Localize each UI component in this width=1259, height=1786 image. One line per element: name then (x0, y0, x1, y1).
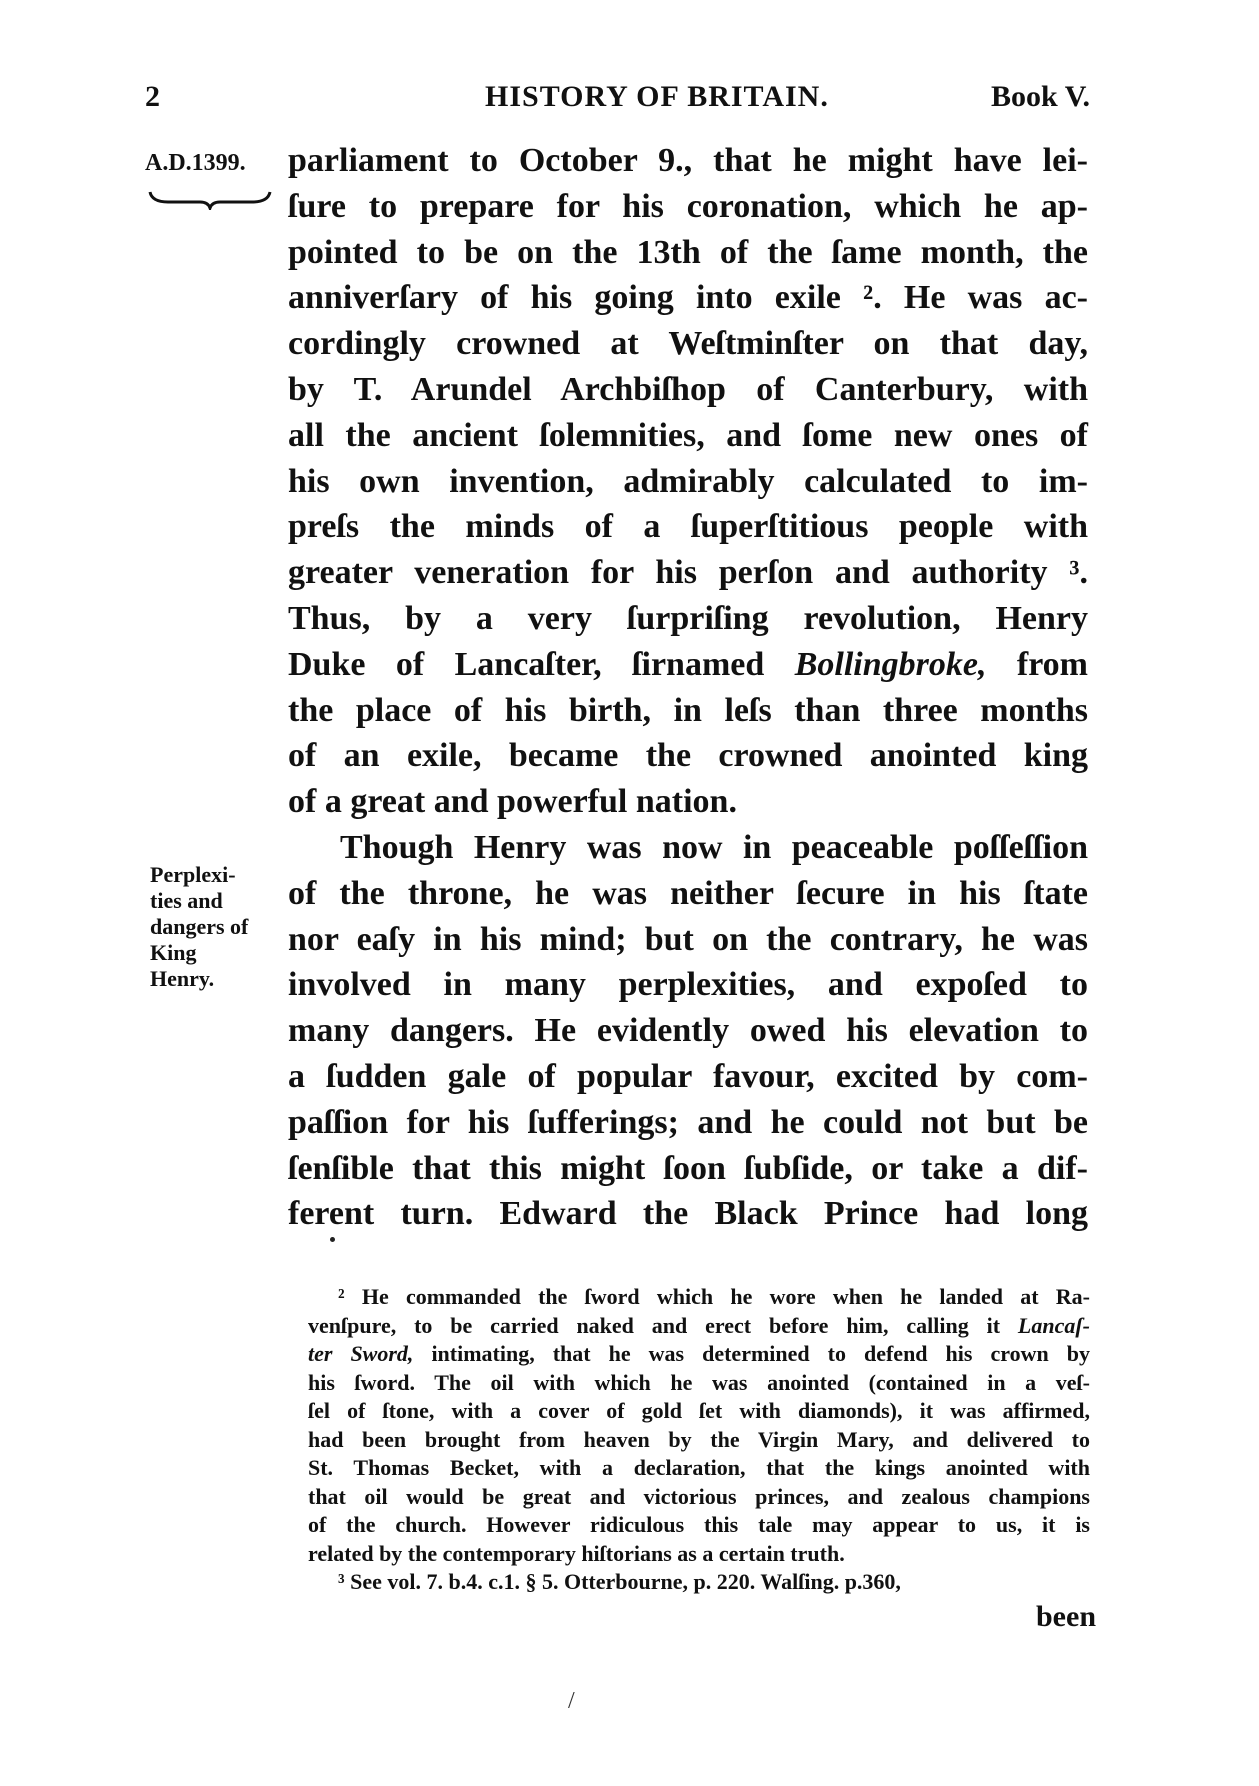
footnote-line: of the church. However ridiculous this tale may appear to us, it is (308, 1512, 1090, 1537)
sidenote-line: King (150, 940, 197, 965)
text-line: anniverſary of his going into exile ². He was ac- (288, 279, 1088, 317)
text-line: involved in many perplexities, and expoſed to (288, 966, 1088, 1004)
running-title: HISTORY OF BRITAIN. (485, 80, 829, 113)
ink-dot (330, 1237, 335, 1242)
text-line: parliament to October 9., that he might have lei- (288, 142, 1088, 179)
page-header (145, 80, 1090, 120)
text-line: ſure to prepare for his coronation, which he ap- (288, 187, 1088, 225)
text-line: nor eaſy in his mind; but on the contrary, he was (288, 920, 1088, 958)
catchword: been (1036, 1600, 1096, 1633)
footnote-line: St. Thomas Becket, with a declaration, that the kings anointed with (308, 1455, 1090, 1480)
marginal-sidenote (150, 862, 285, 992)
footnote-line: ³ See vol. 7. b.4. c.1. § 5. Otterbourne, p. 220. Walſing. p.360, (338, 1569, 901, 1594)
text-segment: Duke of Lancaſter, ſirnamed (288, 645, 765, 683)
sidenote-line: Perplexi- (150, 862, 236, 887)
footnote-line: his ſword. The oil with which he was anointed (contained in a veſ- (308, 1369, 1090, 1395)
footnote-line: that oil would be great and victorious princes, and zealous champions (308, 1483, 1090, 1509)
page-number: 2 (145, 80, 160, 113)
footnote-line (308, 1312, 1090, 1341)
footnote-line (308, 1340, 1090, 1369)
footnote-line: ſel of ſtone, with a cover of gold ſet with diamonds), it was affirmed, (308, 1398, 1090, 1423)
sidenote-line: dangers of (150, 914, 249, 939)
text-line: greater veneration for his perſon and authority ³. (288, 554, 1088, 592)
footnotes (308, 1283, 1090, 1597)
text-line: a ſudden gale of popular favour, excited by com- (288, 1057, 1088, 1095)
italic-name: ter Sword, (308, 1341, 414, 1366)
book-label: Book V. (991, 80, 1090, 113)
text-line: all the ancient ſolemnities, and ſome new ones of (288, 416, 1088, 454)
text-line: the place of his birth, in leſs than three months (288, 691, 1088, 729)
text-line: many dangers. He evidently owed his elevation to (288, 1012, 1088, 1050)
italic-name: Bollingbroke, (794, 645, 987, 683)
text-line: preſs the minds of a ſuperſtitious people with (288, 508, 1088, 546)
text-line: his own invention, admirably calculated to im- (288, 462, 1088, 500)
text-segment: intimating, that he was determined to defend his crown by (431, 1341, 1090, 1366)
footnote-3 (308, 1568, 1090, 1597)
italic-name: Lancaſ- (1017, 1312, 1090, 1338)
text-line: of an exile, became the crowned anointed king (288, 737, 1088, 775)
main-text (288, 138, 1088, 1237)
footnote-line: had been brought from heaven by the Virgin Mary, and delivered to (308, 1426, 1090, 1452)
text-segment: venſpure, to be carried naked and erect before him, calling it (308, 1312, 1001, 1338)
footnote-line: ² He commanded the ſword which he wore when he landed at Ra- (338, 1284, 1090, 1309)
text-line: ferent turn. Edward the Black Prince had long (288, 1195, 1088, 1233)
text-line: Though Henry was now in peaceable poſſeſſion (340, 828, 1088, 866)
text-line: of a great and powerful nation. (288, 783, 737, 821)
margin-date: A.D.1399. (145, 150, 246, 176)
text-segment: from (1016, 645, 1088, 683)
text-line: ſenſible that this might ſoon ſubſide, or take a dif- (288, 1149, 1088, 1187)
text-line: cordingly crowned at Weſtminſter on that day, (288, 325, 1088, 363)
text-line: pointed to be on the 13th of the ſame month, the (288, 233, 1088, 271)
paragraph-coronation (288, 138, 1088, 825)
text-line: paſſion for his ſufferings; and he could not but be (288, 1103, 1088, 1141)
text-line: Thus, by a very ſurpriſing revolution, Henry (288, 599, 1088, 637)
stray-mark: / (568, 1688, 575, 1714)
margin-brace-icon (148, 188, 272, 210)
footnote-2 (308, 1283, 1090, 1568)
paragraph-perplexities (288, 825, 1088, 1237)
text-line: of the throne, he was neither ſecure in his ſtate (288, 874, 1088, 912)
sidenote-line: Henry. (150, 966, 215, 991)
text-line (288, 642, 1088, 688)
text-line: by T. Arundel Archbiſhop of Canterbury, with (288, 370, 1088, 408)
sidenote-line: ties and (150, 888, 223, 913)
footnote-line: related by the contemporary hiſtorians as a certain truth. (308, 1540, 845, 1566)
